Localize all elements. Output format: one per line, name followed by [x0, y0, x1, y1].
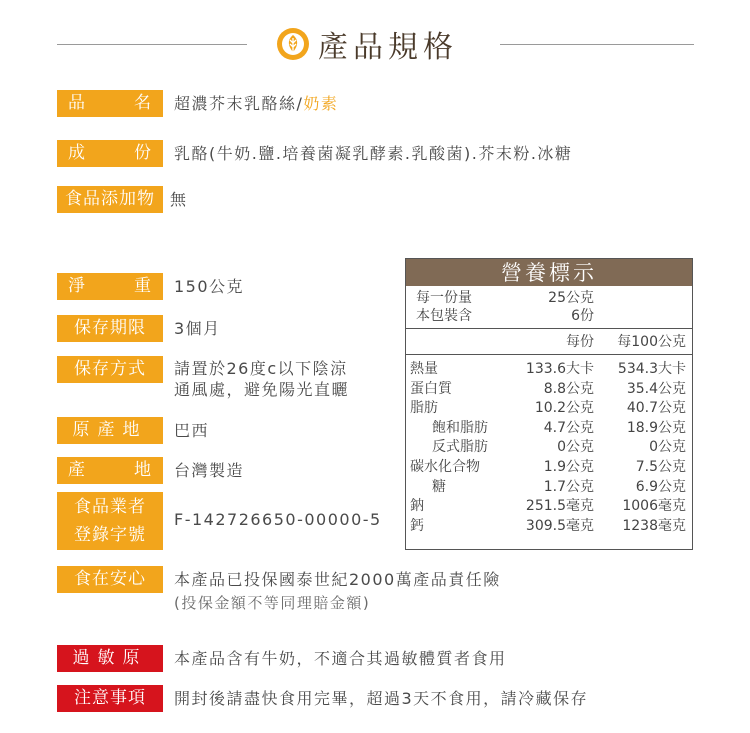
nutrient-per-100g: 18.9公克: [626, 419, 686, 436]
spec-row-weight: [57, 273, 244, 300]
spec-row-allergen: [57, 645, 507, 672]
value-producer: 台灣製造: [174, 461, 245, 480]
nutrient-name: 碳水化合物: [410, 459, 480, 475]
label-weight-char1: 淨: [68, 276, 86, 296]
spec-row-producer: [57, 457, 244, 484]
col-per-serving: 每份: [566, 334, 594, 350]
nutrient-per-100g: 1006毫克: [622, 498, 686, 515]
serving-size-value: 25公克: [548, 290, 594, 306]
diet-type: 奶素: [303, 94, 339, 113]
nutrient-per-serving: 251.5毫克: [525, 498, 594, 515]
nutrient-per-serving: 1.7公克: [543, 478, 594, 495]
value-safety: [174, 566, 501, 614]
value-caution: 開封後請盡快食用完畢，超過3天不食用，請冷藏保存: [174, 689, 589, 708]
value-registration: F-142726650-00000-5: [174, 510, 382, 529]
label-additives: 食品添加物: [57, 186, 163, 213]
servings-value: 6份: [571, 308, 594, 324]
nutrition-divider-1: [406, 328, 692, 329]
nutrient-name: 糖: [432, 478, 446, 495]
label-shelf-life: 保存期限: [57, 315, 163, 342]
label-weight-char2: 重: [134, 276, 152, 296]
value-origin: 巴西: [174, 421, 210, 440]
label-storage: 保存方式: [57, 356, 163, 383]
label-allergen: 過敏原: [57, 645, 163, 672]
spec-row-safety: [57, 566, 501, 614]
value-ingredients: 乳酪(牛奶.鹽.培養菌凝乳酵素.乳酸菌).芥末粉.冰糖: [174, 144, 573, 163]
safety-line-2: (投保金額不等同理賠金額): [174, 594, 371, 612]
value-additives: 無: [170, 190, 188, 209]
label-weight: [57, 273, 163, 300]
header-rule-left: [57, 44, 247, 45]
page-header: [276, 22, 458, 66]
product-name: 超濃芥末乳酪絲/: [174, 94, 304, 113]
nutrition-table: [405, 258, 693, 550]
nutrient-per-100g: 7.5公克: [635, 459, 686, 475]
value-shelf-life: 3個月: [174, 319, 221, 338]
spec-row-name: [57, 90, 338, 117]
label-ingredients: [57, 140, 163, 167]
label-registration-line2: 登錄字號: [74, 525, 146, 545]
nutrient-per-100g: 6.9公克: [635, 478, 686, 495]
label-producer-char2: 地: [134, 460, 152, 480]
spec-row-origin: [57, 417, 209, 444]
nutrient-per-serving: 8.8公克: [543, 380, 594, 397]
page-title: 產品規格: [318, 30, 458, 65]
nutrition-divider-2: [406, 354, 692, 355]
value-allergen: 本產品含有牛奶，不適合其過敏體質者食用: [174, 649, 507, 668]
label-name-char1: 品: [68, 93, 86, 113]
storage-line-2: 通風處，避免陽光直曬: [174, 380, 350, 399]
label-registration: [57, 492, 163, 550]
nutrient-per-serving: 4.7公克: [543, 419, 594, 436]
label-name: [57, 90, 163, 117]
label-ingredients-char2: 份: [134, 143, 152, 163]
nutrition-title: 營養標示: [406, 259, 692, 286]
label-caution: 注意事項: [57, 685, 163, 712]
spec-row-registration: [57, 492, 382, 550]
nutrient-per-serving: 133.6大卡: [525, 361, 594, 377]
spec-row-caution: [57, 685, 588, 712]
label-name-char2: 名: [134, 93, 152, 113]
col-per-100g: 每100公克: [617, 334, 686, 350]
storage-line-1: 請置於26度c以下陰涼: [174, 359, 348, 378]
nutrient-per-serving: 309.5毫克: [525, 517, 594, 534]
nutrient-per-serving: 1.9公克: [543, 459, 594, 475]
label-registration-line1: 食品業者: [74, 497, 146, 517]
spec-row-ingredients: [57, 140, 572, 167]
value-weight: 150公克: [174, 277, 245, 296]
value-storage: [174, 356, 349, 400]
label-producer: [57, 457, 163, 484]
nutrient-per-100g: 1238毫克: [622, 517, 686, 534]
nutrient-per-100g: 35.4公克: [626, 380, 686, 397]
nutrient-per-100g: 0公克: [649, 439, 686, 456]
nutrient-name: 飽和脂肪: [432, 419, 488, 436]
nutrient-name: 熱量: [410, 361, 438, 377]
label-safety: 食在安心: [57, 566, 163, 593]
spec-row-storage: [57, 356, 349, 400]
value-name: [174, 90, 338, 117]
safety-line-1: 本產品已投保國泰世紀2000萬產品責任險: [174, 570, 501, 589]
nutrient-name: 脂肪: [410, 400, 438, 417]
nutrient-per-serving: 10.2公克: [534, 400, 594, 417]
nutrient-name: 蛋白質: [410, 380, 452, 397]
label-origin: 原產地: [57, 417, 163, 444]
servings-label: 本包裝含: [416, 308, 472, 324]
nutrient-name: 鈉: [410, 498, 424, 515]
nutrient-per-100g: 534.3大卡: [617, 361, 686, 377]
spec-row-additives: [57, 186, 188, 213]
label-producer-char1: 產: [68, 460, 86, 480]
nutrient-name: 鈣: [410, 517, 424, 534]
leaf-circle-icon: [276, 27, 310, 61]
nutrient-per-serving: 0公克: [557, 439, 594, 456]
label-ingredients-char1: 成: [68, 143, 86, 163]
spec-row-shelf-life: [57, 315, 221, 342]
nutrient-per-100g: 40.7公克: [626, 400, 686, 417]
serving-size-label: 每一份量: [416, 290, 472, 306]
header-rule-right: [500, 44, 694, 45]
nutrient-name: 反式脂肪: [432, 439, 488, 456]
